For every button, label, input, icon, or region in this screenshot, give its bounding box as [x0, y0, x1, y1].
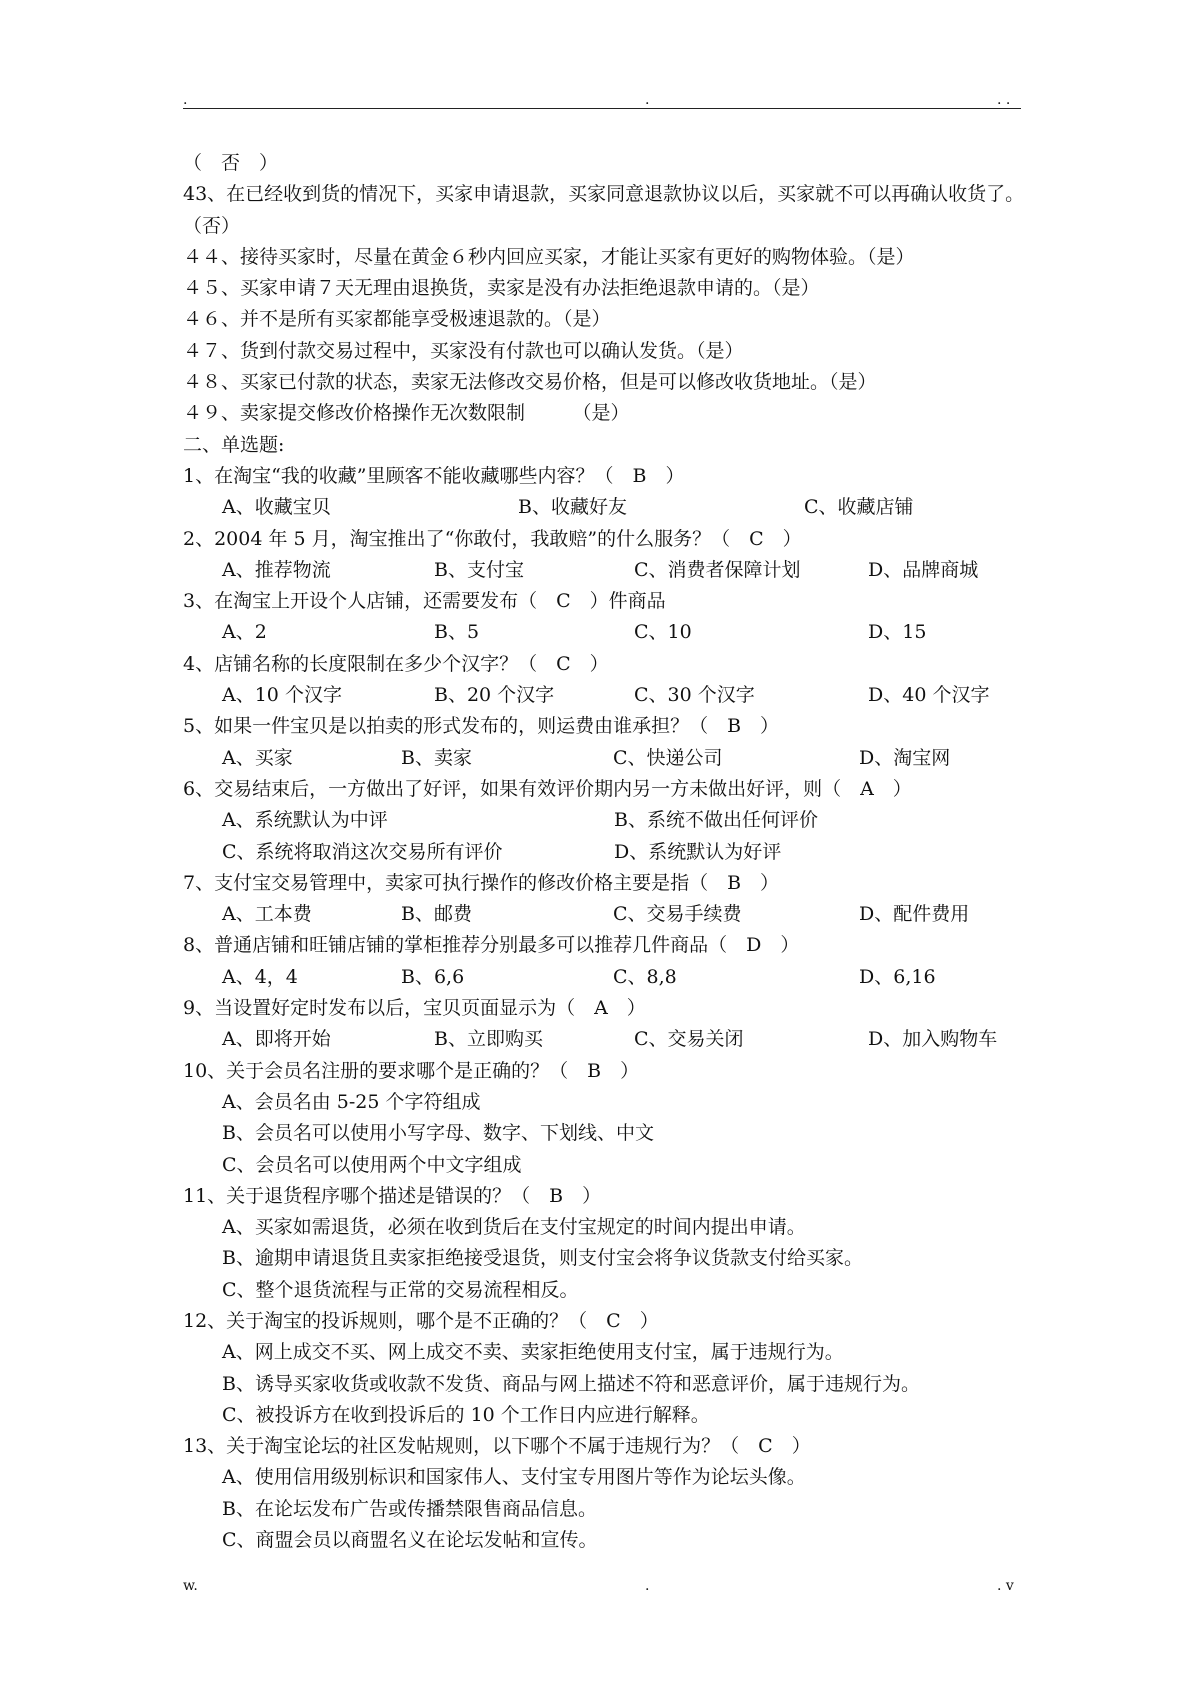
option-a: A、买家: [222, 746, 293, 769]
mc-question-5: 5、如果一件宝贝是以拍卖的形式发布的，则运费由谁承担？（ B ）: [183, 715, 780, 738]
page-header: [183, 92, 1021, 112]
option-c: C、10: [634, 621, 692, 644]
mc-options-8: [183, 962, 1028, 993]
option-b: B、会员名可以使用小写字母、数字、下划线、中文: [222, 1122, 654, 1145]
mc-options-4: [183, 680, 1028, 711]
section-heading: 二、单选题:: [183, 433, 285, 456]
mc-options-3: [183, 617, 1028, 648]
option-a: A、会员名由 5-25 个字符组成: [222, 1090, 481, 1113]
mc-options-2: [183, 555, 1028, 586]
mc-question-7: 7、支付宝交易管理中，卖家可执行操作的修改价格主要是指（ B ）: [183, 871, 780, 894]
mc-question-13: 13、关于淘宝论坛的社区发帖规则，以下哪个不属于违规行为？（ C ）: [183, 1435, 811, 1458]
mc-question-11: 11、关于退货程序哪个描述是错误的？（ B ）: [183, 1184, 602, 1207]
mc-options-6-row2: [183, 837, 1028, 868]
option-a: A、系统默认为中评: [222, 809, 388, 832]
header-rule: [183, 108, 1021, 109]
option-a: A、推荐物流: [222, 558, 331, 581]
option-a: A、4，4: [222, 965, 298, 988]
mc-question-12: 12、关于淘宝的投诉规则，哪个是不正确的？（ C ）: [183, 1309, 659, 1332]
page-footer: [183, 1578, 1021, 1598]
option-b: B、邮费: [401, 903, 472, 926]
header-left-mark: .: [183, 92, 188, 108]
mc-question-4: 4、店铺名称的长度限制在多少个汉字？（ C ）: [183, 652, 609, 675]
mc-options-1: [183, 492, 1028, 523]
option-c: C、30 个汉字: [634, 684, 755, 707]
option-a: A、工本费: [222, 903, 312, 926]
option-b: B、支付宝: [434, 558, 524, 581]
option-c: C、交易关闭: [634, 1028, 744, 1051]
option-b: B、卖家: [401, 746, 472, 769]
option-d: D、6,16: [859, 965, 936, 988]
option-a: A、2: [222, 621, 267, 644]
option-c: C、收藏店铺: [804, 496, 914, 519]
option-a: A、10 个汉字: [222, 684, 342, 707]
option-d: D、15: [868, 621, 927, 644]
question-48: ４８、买家已付款的状态，卖家无法修改交易价格，但是可以修改收货地址。（是）: [183, 371, 877, 394]
option-b: B、逾期申请退货且卖家拒绝接受退货，则支付宝会将争议货款支付给买家。: [222, 1247, 863, 1270]
option-c: C、消费者保障计划: [634, 558, 801, 581]
option-d: D、淘宝网: [859, 746, 951, 769]
question-43: 43、在已经收到货的情况下，买家申请退款，买家同意退款协议以后，买家就不可以再确认收货了。 （否）: [183, 183, 1091, 237]
option-d: D、品牌商城: [868, 558, 979, 581]
header-right-mark: . .: [997, 92, 1011, 108]
question-45: ４５、买家申请７天无理由退换货，卖家是没有办法拒绝退款申请的。（是）: [183, 277, 820, 300]
mc-options-5: [183, 743, 1028, 774]
answer-line: （ 否 ）: [183, 152, 279, 174]
option-b: B、6,6: [401, 965, 465, 988]
option-b: B、收藏好友: [518, 496, 627, 519]
option-b: B、系统不做出任何评价: [614, 809, 818, 832]
option-d: D、配件费用: [859, 903, 970, 926]
question-46: ４６、并不是所有买家都能享受极速退款的。（是）: [183, 308, 611, 331]
mc-question-3: 3、在淘宝上开设个人店铺，还需要发布（ C ）件商品: [183, 590, 666, 613]
footer-left-mark: w.: [183, 1578, 198, 1594]
mc-question-2: 2、2004 年 5 月，淘宝推出了“你敢付，我敢赔”的什么服务？（ C ）: [183, 527, 802, 550]
option-c: C、8,8: [613, 965, 677, 988]
footer-middle-mark: .: [645, 1578, 650, 1594]
footer-right-mark: . v: [997, 1578, 1014, 1594]
option-b: B、诱导买家收货或收款不发货、商品与网上描述不符和恶意评价，属于违规行为。: [222, 1372, 920, 1395]
option-a: A、买家如需退货，必须在收到货后在支付宝规定的时间内提出申请。: [222, 1216, 806, 1239]
mc-question-1: 1、在淘宝“我的收藏”里顾客不能收藏哪些内容？（ B ）: [183, 464, 685, 487]
option-d: D、40 个汉字: [868, 684, 990, 707]
mc-question-6: 6、交易结束后，一方做出了好评，如果有效评价期内另一方未做出好评，则（ A ）: [183, 777, 912, 800]
option-c: C、商盟会员以商盟名义在论坛发帖和宣传。: [222, 1529, 598, 1552]
mc-options-6-row1: [183, 805, 1028, 836]
option-a: A、网上成交不买、网上成交不卖、卖家拒绝使用支付宝，属于违规行为。: [222, 1341, 844, 1364]
option-b: B、5: [434, 621, 480, 644]
option-c: C、被投诉方在收到投诉后的 10 个工作日内应进行解释。: [222, 1403, 710, 1426]
option-a: A、即将开始: [222, 1028, 331, 1051]
option-a: A、使用信用级别标识和国家伟人、支付宝专用图片等作为论坛头像。: [222, 1466, 806, 1489]
header-middle-mark: .: [645, 92, 650, 108]
option-d: D、系统默认为好评: [614, 840, 782, 863]
mc-question-9: 9、当设置好定时发布以后，宝贝页面显示为（ A ）: [183, 997, 646, 1020]
option-d: D、加入购物车: [868, 1028, 998, 1051]
option-c: C、系统将取消这次交易所有评价: [222, 840, 503, 863]
mc-options-9: [183, 1024, 1028, 1055]
option-a: A、收藏宝贝: [222, 496, 331, 519]
mc-options-7: [183, 899, 1028, 930]
option-b: B、立即购买: [434, 1028, 543, 1051]
mc-question-8: 8、普通店铺和旺铺店铺的掌柜推荐分别最多可以推荐几件商品（ D ）: [183, 934, 800, 957]
option-b: B、在论坛发布广告或传播禁限售商品信息。: [222, 1497, 597, 1520]
question-49: ４９、卖家提交修改价格操作无次数限制 （是）: [183, 402, 630, 425]
option-c: C、会员名可以使用两个中文字组成: [222, 1153, 522, 1176]
mc-question-10: 10、关于会员名注册的要求哪个是正确的？（ B ）: [183, 1059, 640, 1082]
question-47: ４７、货到付款交易过程中，买家没有付款也可以确认发货。（是）: [183, 339, 744, 362]
option-c: C、整个退货流程与正常的交易流程相反。: [222, 1278, 579, 1301]
question-44: ４４、接待买家时，尽量在黄金６秒内回应买家，才能让买家有更好的购物体验。（是）: [183, 245, 915, 268]
option-b: B、20 个汉字: [434, 684, 555, 707]
option-c: C、交易手续费: [613, 903, 742, 926]
option-c: C、快递公司: [613, 746, 723, 769]
document-body: [183, 148, 1091, 1556]
